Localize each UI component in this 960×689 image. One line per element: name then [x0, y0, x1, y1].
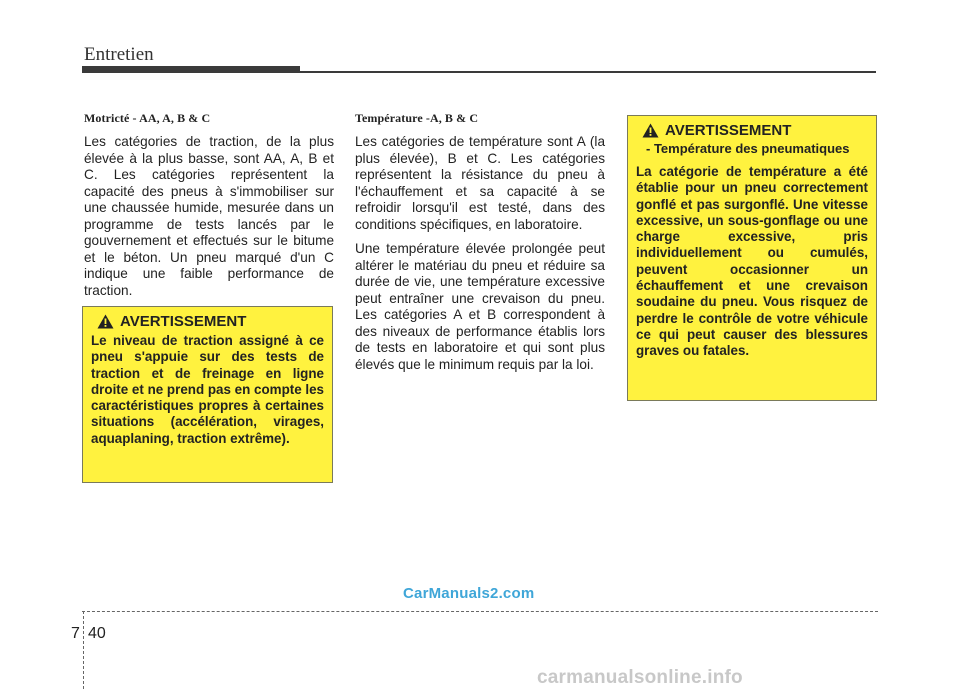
- traction-warning-text: Le niveau de traction assigné à ce pneu s'appuie sur des tests de traction et de freinage en ligne droite et ne prend pas en compte les caractéristiques propres à certaines situations (accélération, virages, aquaplaning, traction extrême).: [91, 333, 324, 446]
- warning-triangle-icon: [642, 123, 659, 138]
- traction-warning-title: AVERTISSEMENT: [120, 313, 247, 330]
- traction-warning-box: [82, 306, 333, 483]
- traction-paragraph: Les catégories de traction, de la plus élevée à la plus basse, sont AA, A, B et C. Les catégories représentent la capacité des pneus à s'immobiliser sur une chaussée humide, mesurée dans un programme de tests lancés par le gouvernement et effectués sur le bitume et le béton. Un pneu marqué d'un C indique une faible performance de traction.: [84, 134, 334, 298]
- page-header-title: Entretien: [84, 44, 154, 65]
- carmanuals-watermark[interactable]: CarManuals2.com: [403, 585, 535, 602]
- temperature-paragraph-1: Les catégories de température sont A (la plus élevée), B et C. Les catégories représentent la résistance du pneu à l'échauffement et sa capacité à se refroidir lorsqu'il est testé, dans des conditions spécifiques, en laboratoire.: [355, 134, 605, 232]
- warning-triangle-icon: [97, 314, 114, 329]
- temperature-warning-subtitle: - Température des pneumatiques: [646, 141, 850, 156]
- traction-heading: Motricté - AA, A, B & C: [84, 111, 211, 125]
- temperature-warning-box: [627, 115, 877, 401]
- temperature-heading: Température -A, B & C: [355, 111, 479, 125]
- site-watermark: carmanualsonline.info: [537, 667, 743, 688]
- header-rule-thick: [82, 66, 300, 73]
- traction-warning-header: [97, 313, 324, 330]
- chapter-number: 7: [71, 625, 80, 642]
- temperature-warning-title: AVERTISSEMENT: [665, 122, 792, 139]
- footer-vertical-rule: [83, 611, 84, 689]
- header-rule-thin: [300, 71, 876, 73]
- temperature-section: [355, 111, 605, 373]
- traction-section: [84, 111, 334, 299]
- page-number: 40: [88, 625, 106, 642]
- temperature-paragraph-2: Une température élevée prolongée peut altérer le matériau du pneu et réduire sa durée de vie, une température excessive peut entraîner une crevaison du pneu. Les catégories A et B correspondent à des niveaux de performance établis lors de tests en laboratoire et qui sont plus élevés que le minimum requis par la loi.: [355, 241, 605, 372]
- footer-rule: [82, 611, 878, 612]
- temperature-warning-text: La catégorie de température a été établie pour un pneu correctement gonflé et pas surgonflé. Une vitesse excessive, un sous-gonflage ou une charge excessive, pris individuellement ou cumulés, peuvent occasionner un échauffement et une crevaison soudaine du pneu. Vous risquez de perdre le contrôle de votre véhicule ce qui peut causer des blessures graves ou fatales.: [636, 164, 868, 359]
- temperature-warning-header: [642, 122, 868, 139]
